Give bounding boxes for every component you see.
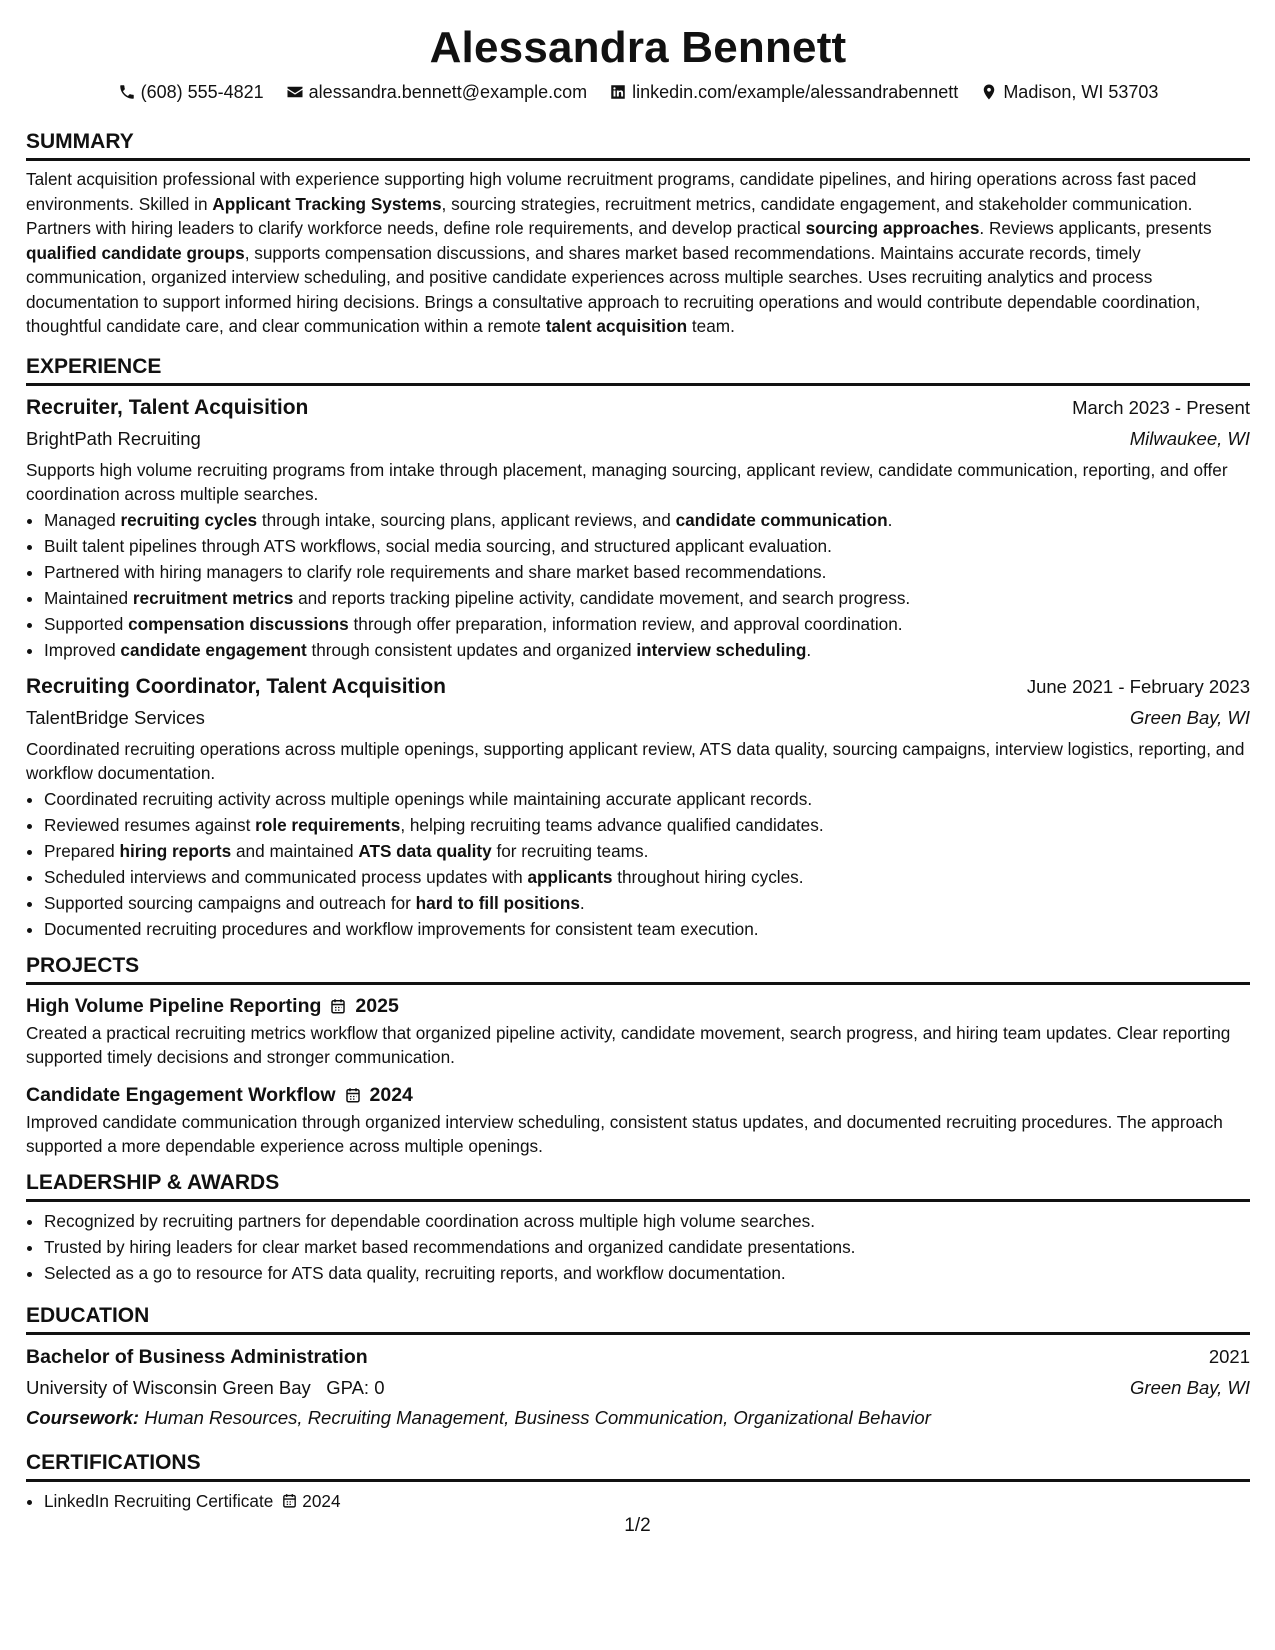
job-header [26,392,1250,424]
project-header [26,1080,1250,1110]
contact-phone[interactable] [118,82,264,103]
leadership-bullets [26,1208,1250,1286]
job-description: Supports high volume recruiting programs from intake through placement, managing sourcing, applicant review, candidate communication, reporting, and offer coordination across multiple searches. [26,459,1228,504]
contact-email[interactable] [286,82,587,103]
bullet-fragment: for recruiting teams. [491,840,649,861]
list-item: • Trusted by hiring leaders for clear market based recommendations and organized candidate presentations. [44,1234,1250,1260]
location-text: Madison, WI 53703 [1003,81,1159,102]
project-entry [26,1080,1250,1159]
bullet-fragment: Coordinated recruiting activity across multiple openings while maintaining accurate applicant records. [44,788,813,809]
degree-name: Bachelor of Business Administration [26,1345,368,1368]
certifications-heading: CERTIFICATIONS [26,1449,1250,1482]
certification-name: • LinkedIn Recruiting Certificate [44,1490,274,1511]
job-dates: March 2023 - Present [1072,396,1250,418]
job-entry [26,392,1250,663]
list-item [44,786,1250,812]
bullet-fragment: throughout hiring cycles. [612,866,804,887]
list-item [44,812,1250,838]
bullet-fragment: and reports tracking pipeline activity, candidate movement, and search progress. [293,587,911,608]
list-item [44,1488,1250,1514]
job-dates: June 2021 - February 2023 [1026,675,1250,697]
job-header [26,671,1250,703]
job-subheader [26,424,1250,454]
leadership-heading: LEADERSHIP & AWARDS [26,1169,1250,1202]
bullet-fragment: Partnered with hiring managers to clarify role requirements and share market based recommendations. [44,561,827,582]
project-name: High Volume Pipeline Reporting [26,994,322,1017]
summary-heading: SUMMARY [26,128,1250,161]
list-item [44,611,1250,637]
certification-entry [44,1488,1250,1514]
summary-fragment: , supports compensation discussions, and shares market based recommendations. Maintains accurate records, timely communication, organized interview scheduling, and positive candidate experiences across multiple searches. Uses recruiting analytics and process documentation to support informed hiring decisions. Brings a consultative approach to recruiting operations and would contribute dependable coordination, thoughtful candidate care, and clear communication within a remote [26,242,1201,336]
education-subheader [26,1373,1250,1403]
contact-location [980,82,1158,103]
education-heading: EDUCATION [26,1302,1250,1335]
list-item [44,559,1250,585]
summary-fragment: sourcing approaches [805,218,980,238]
bullet-fragment: candidate communication [675,509,888,530]
summary-fragment: team. [687,316,735,336]
bullet-fragment: through intake, sourcing plans, applicant reviews, and [257,509,676,530]
bullet-fragment: Managed [44,509,121,530]
summary-fragment: talent acquisition [545,316,688,336]
linkedin-text: linkedin.com/example/alessandrabennett [632,81,959,102]
linkedin-icon [609,83,627,101]
envelope-icon [286,83,304,101]
bullet-fragment: . [579,892,585,913]
bullet-fragment: applicants [527,866,613,887]
job-bullets [26,786,1250,942]
projects-heading: PROJECTS [26,952,1250,985]
bullet-fragment: hard to fill positions [415,892,580,913]
bullet-fragment: and maintained [231,840,359,861]
certification-year: 2024 [302,1490,341,1511]
coursework-list: Human Resources, Recruiting Management, Business Communication, Organizational Behavior [144,1406,931,1428]
coursework-label: Coursework: [26,1406,140,1428]
job-location: Green Bay, WI [1130,706,1250,728]
job-title: Recruiter, Talent Acquisition [26,395,309,419]
job-company: BrightPath Recruiting [26,427,201,449]
experience-section [26,353,1250,942]
email-text: alessandra.bennett@example.com [308,81,588,102]
bullet-fragment: Supported [44,613,129,634]
map-pin-icon [980,83,998,101]
bullet-fragment: through consistent updates and organized [306,639,637,660]
leadership-section [26,1169,1250,1286]
coursework [26,1403,1250,1433]
summary-fragment: Applicant Tracking Systems [212,193,442,214]
job-company: TalentBridge Services [26,706,205,728]
project-description: Improved candidate communication through organized interview scheduling, consistent status updates, and documented recruiting procedures. The approach supported a more dependable experience across multiple openings. [26,1111,1223,1156]
bullet-fragment: Documented recruiting procedures and workflow improvements for consistent team execution. [44,918,759,939]
gpa: GPA: 0 [326,1376,385,1398]
bullet-fragment: hiring reports [119,840,232,861]
job-bullets [26,507,1250,663]
list-item [44,533,1250,559]
list-item [44,864,1250,890]
bullet-fragment: candidate engagement [120,639,307,660]
job-subheader [26,703,1250,733]
bullet-fragment: Built talent pipelines through ATS workflows, social media sourcing, and structured applicant evaluation. [44,535,832,556]
project-entry [26,991,1250,1070]
page-number: 1/2 [624,1515,651,1536]
bullet-fragment: Supported sourcing campaigns and outreach for [44,892,416,913]
experience-heading: EXPERIENCE [26,353,1250,386]
bullet-fragment: Improved [44,639,121,660]
list-item [44,637,1250,663]
summary-section [26,128,1250,339]
school-line [26,1373,384,1403]
candidate-name: Alessandra Bennett [429,23,847,72]
project-name: Candidate Engagement Workflow [26,1083,336,1106]
contact-linkedin[interactable] [609,82,958,103]
project-year: 2025 [355,994,399,1017]
job-description: Coordinated recruiting operations across multiple openings, supporting applicant review, ATS data quality, sourcing campaigns, interview logistics, reporting, and workflow documentation. [26,738,1245,783]
list-item [44,585,1250,611]
list-item [44,890,1250,916]
bullet-fragment: . [806,639,812,660]
list-item: • Selected as a go to resource for ATS data quality, recruiting reports, and workflow documentation. [44,1260,1250,1286]
resume-page [26,18,1250,1514]
bullet-fragment: ATS data quality [358,840,492,861]
job-location: Milwaukee, WI [1129,427,1250,449]
phone-icon [118,83,136,101]
bullet-fragment: through offer preparation, information review, and approval coordination. [348,613,903,634]
bullet-fragment: , helping recruiting teams advance qualified candidates. [400,814,824,835]
summary-fragment: . Reviews applicants, presents [979,218,1212,238]
bullet-fragment: Prepared [44,840,120,861]
job-entry [26,671,1250,942]
bullet-fragment: recruiting cycles [120,509,258,530]
bullet-fragment: compensation discussions [128,613,349,634]
list-item: • Recognized by recruiting partners for dependable coordination across multiple high volume searches. [44,1208,1250,1234]
summary-text [26,167,1250,339]
project-description: Created a practical recruiting metrics workflow that organized pipeline activity, candidate movement, search progress, and hiring team updates. Clear reporting supported timely decisions and stronger communication. [26,1022,1231,1067]
project-year: 2024 [369,1083,413,1106]
summary-fragment: Talent acquisition professional with experience supporting high volume recruitment programs, candidate pipelines, and hiring operations across fast paced environments. Skilled in [26,169,1197,214]
bullet-fragment: recruitment metrics [132,587,294,608]
education-section [26,1302,1250,1433]
bullet-fragment: . [887,509,893,530]
education-header [26,1341,1250,1373]
project-header [26,991,1250,1021]
bullet-fragment: role requirements [255,814,401,835]
graduation-year: 2021 [1208,1345,1250,1367]
bullet-fragment: Scheduled interviews and communicated process updates with [44,866,528,887]
job-title: Recruiting Coordinator, Talent Acquisition [26,674,447,698]
bullet-fragment: Reviewed resumes against [44,814,256,835]
calendar-icon [329,997,347,1015]
projects-section [26,952,1250,1159]
certifications-section [26,1449,1250,1514]
school-location: Green Bay, WI [1130,1376,1250,1398]
calendar-icon [344,1086,362,1104]
summary-fragment: qualified candidate groups [26,242,245,263]
list-item [44,838,1250,864]
contact-bar [26,78,1250,106]
list-item [44,916,1250,942]
bullet-fragment: interview scheduling [636,639,807,660]
calendar-icon [281,1492,298,1509]
summary-fragment: , sourcing strategies, recruitment metrics, candidate engagement, and stakeholder communication. Partners with hiring leaders to clarify workforce needs, define role requirements, and develop practical [26,193,1193,238]
phone-text: (608) 555-4821 [140,81,264,102]
school-name: University of Wisconsin Green Bay [26,1376,311,1398]
certification-list [26,1488,1250,1514]
list-item [44,507,1250,533]
bullet-fragment: Maintained [44,587,133,608]
